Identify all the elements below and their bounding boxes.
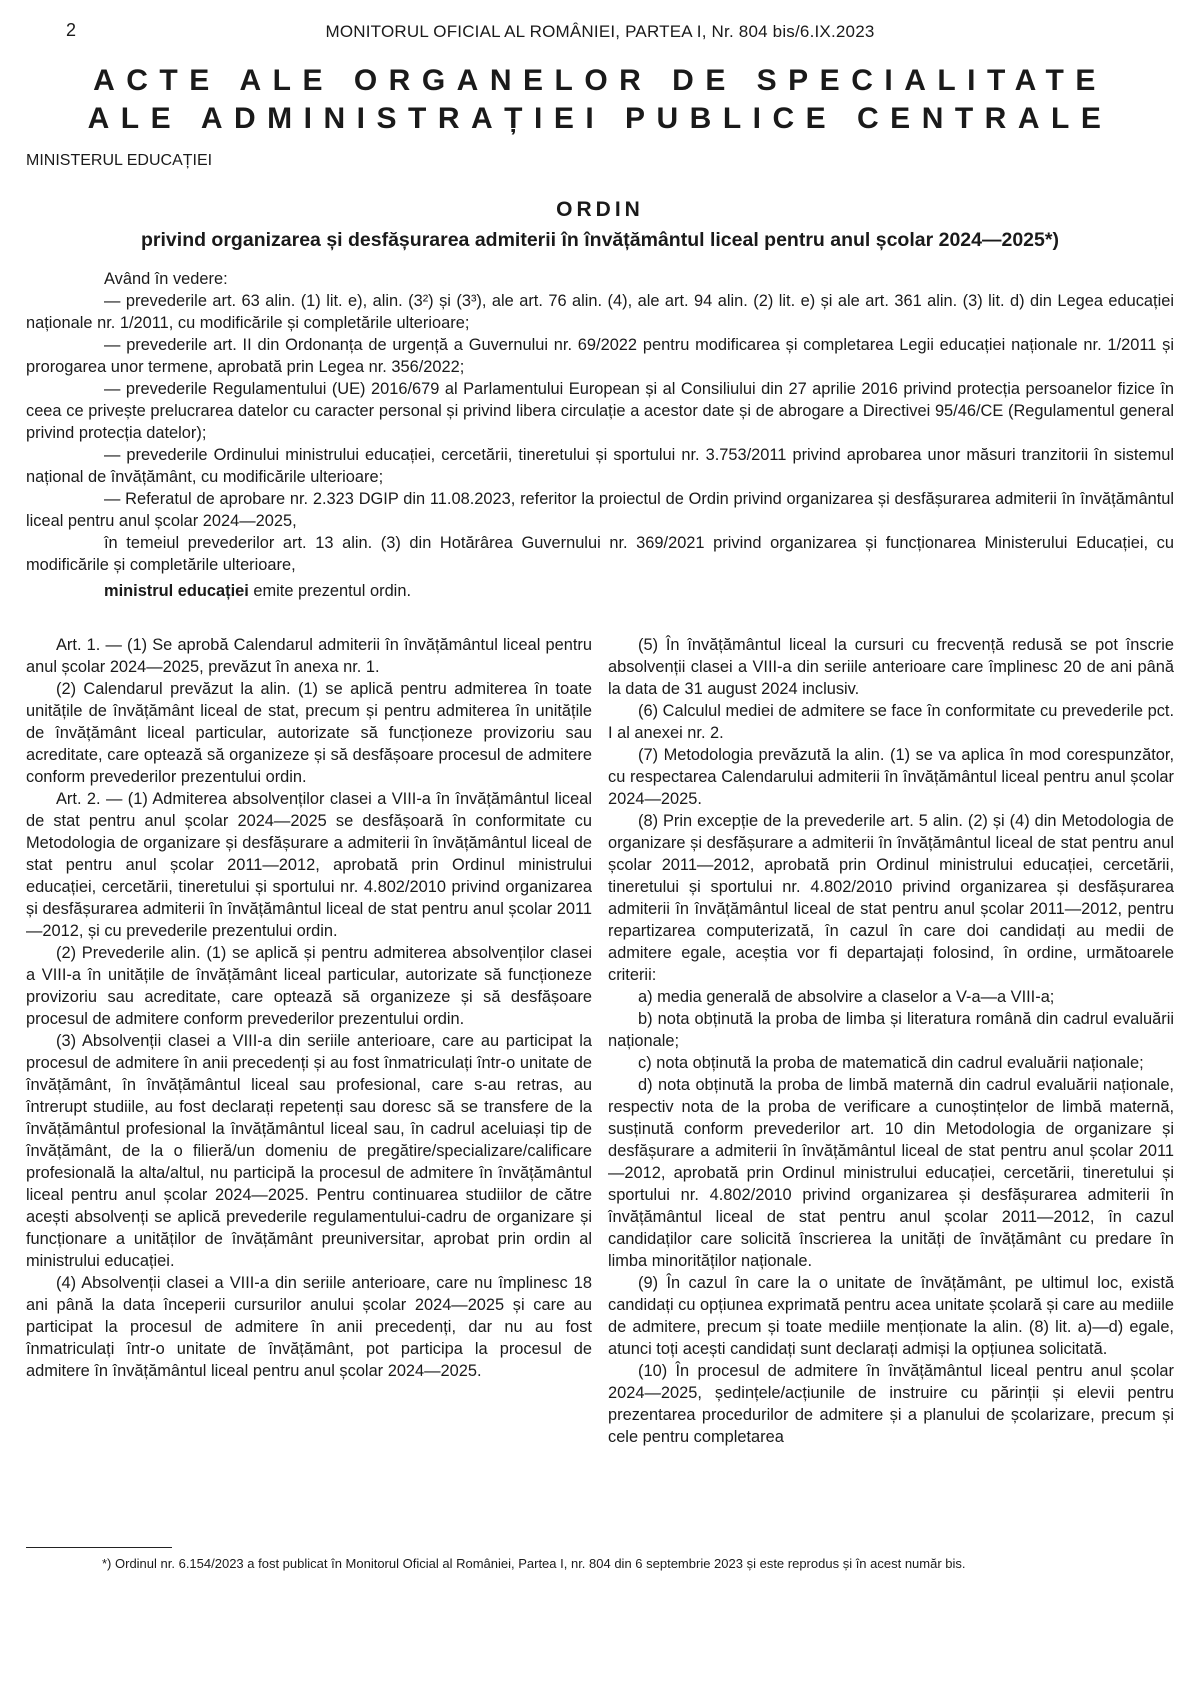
order-title: ORDIN (556, 198, 644, 221)
page-number: 2 (66, 20, 77, 40)
article-paragraph: (6) Calculul mediei de admitere se face în conformitate cu prevederile pct. I al anexei nr. 2. (608, 702, 1174, 742)
preamble-closing (104, 582, 411, 601)
body-column-left (26, 634, 592, 1382)
preamble-item: — prevederile art. 63 alin. (1) lit. e), alin. (3²) și (3³), ale art. 76 alin. (4), ale art. 94 alin. (2) lit. e) și ale art. 361 alin. (3) lit. d) din Legea educației naționale nr. 1/2011, cu modificările și completările ulterioare; (26, 292, 1174, 332)
preamble-item: în temeiul prevederilor art. 13 alin. (3) din Hotărârea Guvernului nr. 369/2021 privind organizarea și funcționarea Ministerului Educației, cu modificările și completările ulterioare, (26, 534, 1174, 574)
closing-bold: ministrul educației (104, 582, 249, 600)
article-paragraph: Art. 1. — (1) Se aprobă Calendarul admiterii în învățământul liceal pentru anul școlar 2024—2025, prevăzut în anexa nr. 1. (26, 636, 592, 676)
article-paragraph: Art. 2. — (1) Admiterea absolvenților clasei a VIII-a în învățământul liceal de stat pentru anul școlar 2024—2025 se desfășoară în conformitate cu Metodologia de organizare și desfășurare a admiterii în învățământul liceal de stat pentru anul școlar 2011—2012, aprobată prin Ordinul ministrului educației, cercetării, tineretului și sportului nr. 4.802/2010 privind organizarea și desfășurarea admiterii în învățământul liceal de stat pentru anul școlar 2011—2012, și cu prevederile prezentului ordin. (26, 790, 592, 940)
article-paragraph: (8) Prin excepție de la prevederile art. 5 alin. (2) și (4) din Metodologia de organizare și desfășurare a admiterii în învățământul liceal de stat pentru anul școlar 2011—2012, aprobată prin Ordinul ministrului educației, cercetării, tineretului și sportului nr. 4.802/2010 privind organizarea și desfășurarea admiterii în învățământul liceal de stat pentru anul școlar 2011—2012, pentru repartizarea computerizată, în cazul în care doi candidați au medii de admitere egale, aceștia vor fi departajați folosind, în ordine, următoarele criterii: (608, 812, 1174, 984)
article-paragraph: a) media generală de absolvire a claselor a V-a—a VIII-a; (638, 988, 1055, 1006)
preamble (26, 268, 1174, 576)
article-paragraph: (10) În procesul de admitere în învățământul liceal pentru anul școlar 2024—2025, ședințele/acțiunile de instruire cu părinții și elevii pentru prezentarea procedurilor de admitere și a planului de școlarizare, precum și cele pentru completarea (608, 1362, 1174, 1446)
order-subtitle: privind organizarea și desfășurarea admiterii în învățământul liceal pentru anul școlar 2024—2025*) (141, 229, 1059, 251)
preamble-item: — prevederile Ordinului ministrului educației, cercetării, tineretului și sportului nr. 3.753/2011 privind aprobarea unor măsuri tranzitorii în sistemul național de învățământ, cu modificările ulterioare; (26, 446, 1174, 486)
preamble-item: — Referatul de aprobare nr. 2.323 DGIP din 11.08.2023, referitor la proiectul de Ordin privind organizarea și desfășurarea admiterii în învățământul liceal pentru anul școlar 2024—2025, (26, 490, 1174, 530)
article-paragraph: (5) În învățământul liceal la cursuri cu frecvență redusă se pot înscrie absolvenții clasei a VIII-a din seriile anterioare care împlinesc 20 de ani până la data de 31 august 2024 inclusiv. (608, 636, 1174, 698)
preamble-item: — prevederile art. II din Ordonanța de urgență a Guvernului nr. 69/2022 pentru modificarea și completarea Legii educației naționale nr. 1/2011 și prorogarea unor termene, aprobată prin Legea nr. 356/2022; (26, 336, 1174, 376)
body-column-right (608, 634, 1174, 1448)
article-paragraph: c) nota obținută la proba de matematică din cadrul evaluării naționale; (638, 1054, 1144, 1072)
preamble-intro: Având în vedere: (104, 270, 228, 288)
running-head: MONITORUL OFICIAL AL ROMÂNIEI, PARTEA I, Nr. 804 bis/6.IX.2023 (325, 22, 875, 41)
article-paragraph: (2) Prevederile alin. (1) se aplică și pentru admiterea absolvenților clasei a VIII-a în unitățile de învățământ liceal particular, autorizate să funcționeze provizoriu sau acreditate, care optează să organizeze și să desfășoare procesul de admitere conform prevederilor prezentului ordin. (26, 944, 592, 1028)
section-heading-line-1: ACTE ALE ORGANELOR DE SPECIALITATE (93, 64, 1107, 97)
footnote: *) Ordinul nr. 6.154/2023 a fost publicat în Monitorul Oficial al României, Partea I, nr. 804 din 6 septembrie 2023 și este reprodus și în acest număr bis. (102, 1556, 966, 1571)
closing-text: emite prezentul ordin. (248, 582, 411, 600)
article-paragraph: (7) Metodologia prevăzută la alin. (1) se va aplica în mod corespunzător, cu respectarea Calendarului admiterii în învățământul liceal pentru anul școlar 2024—2025. (608, 746, 1174, 808)
footnote-divider (26, 1547, 172, 1548)
article-paragraph: (3) Absolvenții clasei a VIII-a din seriile anterioare, care au participat la procesul de admitere în anii precedenți și au fost înmatriculați într-o unitate de învățământ, în învățământul liceal sau profesional, care s-au retras, au întrerupt studiile, au fost declarați repetenți sau doresc să se transfere de la învățământul profesional la învățământul liceal sau, în cadrul aceluiași tip de învățământ, de la o filieră/un domeniu de pregătire/specializare/calificare profesională la alta/altul, nu participă la procesul de admitere în învățământul liceal pentru anul școlar 2024—2025. Pentru continuarea studiilor de către acești absolvenți se aplică prevederile regulamentului-cadru de organizare și funcționare a unităților de învățământ preuniversitar, aprobat prin ordin al ministrului educației. (26, 1032, 592, 1270)
section-heading-line-2: ALE ADMINISTRAȚIEI PUBLICE CENTRALE (87, 102, 1113, 135)
preamble-item: — prevederile Regulamentului (UE) 2016/679 al Parlamentului European și al Consiliului din 27 aprilie 2016 privind protecția persoanelor fizice în ceea ce privește prelucrarea datelor cu caracter personal și privind libera circulație a acestor date și de abrogare a Directivei 95/46/CE (Regulamentul general privind protecția datelor); (26, 380, 1174, 442)
article-paragraph: b) nota obținută la proba de limba și literatura română din cadrul evaluării naționale; (608, 1010, 1174, 1050)
article-paragraph: (9) În cazul în care la o unitate de învățământ, pe ultimul loc, există candidați cu opțiunea exprimată pentru acea unitate școlară și care au mediile de admitere, precum și toate mediile menționate la alin. (8) lit. a)—d) egale, atunci toți acești candidați sunt declarați admiși la opțiunea solicitată. (608, 1274, 1174, 1358)
section-heading (0, 62, 1200, 138)
article-paragraph: (4) Absolvenții clasei a VIII-a din seriile anterioare, care nu împlinesc 18 ani până la data începerii cursurilor anului școlar 2024—2025 și care au participat la procesul de admitere în anii precedenți, dar nu au fost înmatriculați într-o unitate de învățământ, pot participa la procesul de admitere în învățământul liceal pentru anul școlar 2024—2025. (26, 1274, 592, 1380)
article-paragraph: (2) Calendarul prevăzut la alin. (1) se aplică pentru admiterea în toate unitățile de învățământ liceal de stat, precum și pentru admiterea în unitățile de învățământ liceal particular, autorizate să funcționeze provizoriu sau acreditate, care optează să organizeze și să desfășoare procesul de admitere conform prevederilor prezentului ordin. (26, 680, 592, 786)
article-paragraph: d) nota obținută la proba de limbă maternă din cadrul evaluării naționale, respectiv nota de la proba de verificare a cunoștințelor de limbă maternă, susținută conform prevederilor art. 10 din Metodologia de organizare și desfășurare a admiterii în învățământul liceal de stat pentru anul școlar 2011—2012, aprobată prin Ordinul ministrului educației, cercetării, tineretului și sportului nr. 4.802/2010 privind organizarea și desfășurarea admiterii în învățământul liceal de stat pentru anul școlar 2011—2012, în cazul candidaților care solicită înscrierea la unități de învățământ cu predare în limba minorităților naționale. (608, 1076, 1174, 1270)
issuer-name: MINISTERUL EDUCAȚIEI (26, 152, 213, 169)
